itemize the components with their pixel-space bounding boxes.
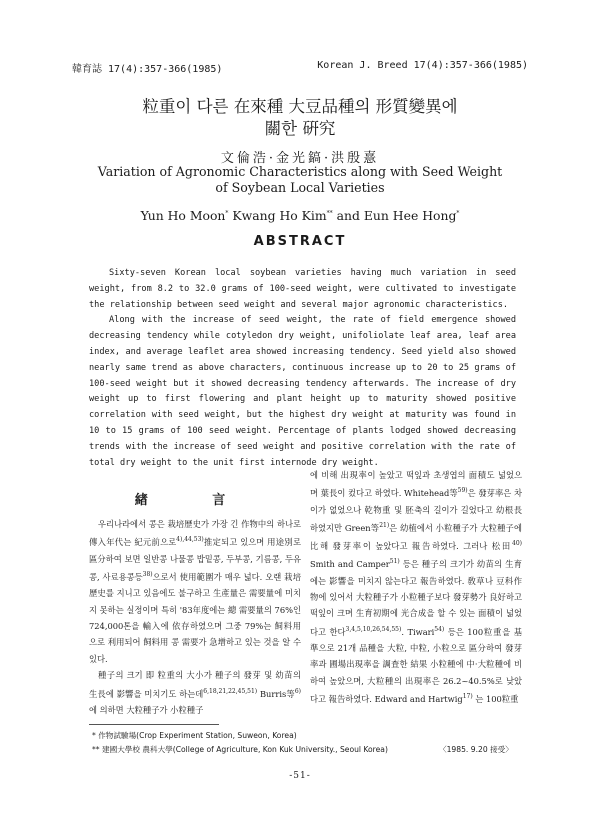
title-korean-line2: 關한 硏究 <box>264 119 336 138</box>
footnote-affiliation-1: * 作物試驗場(Crop Experiment Station, Suweon, Korea) <box>92 731 297 740</box>
abstract-paragraph-1: Sixty-seven Korean local soybean varieties having much variation in seed weight, from 8.2 to 32.0 grams of 100-seed weight, were cultivated to investigate the relationship between seed weight and several major agronomic characteristics. <box>89 268 516 310</box>
authors-and: and <box>336 208 360 223</box>
author-2-mark: ** <box>326 209 333 217</box>
intro-paragraph-1: 우리나라에서 콩은 栽培歷史가 가장 긴 作物中의 하나로 傳入年代는 紀元前으로$^{4),44,53)}$推定되고 있으며 用途別로 區分하여 보면 일반콩 나물콩 밥밑콩, 두부콩, 기름콩, 두유콩, 사료용콩등$^{38)}$으로서 使用範圍가 매우 넓다. 오랜 栽培歷史를 지니고 있음에도 불구하고 生產量은 需要量에 미치지 못하는 실정이며 특히 '83年度에는 總 需要量의 76%인 724,000톤을 輸入에 依存하였으며 그중 79%는 飼料用으로 利用되어 飼料用 콩 需要가 急增하고 있는 것을 알 수 있다. <box>89 519 301 664</box>
journal-citation-left: 韓育誌 17(4):357-366(1985) <box>72 64 223 75</box>
body-column-right <box>310 467 522 707</box>
abstract-paragraph-2: Along with the increase of seed weight, the rate of field emergence showed decreasing tendency while cotyledon dry weight, unifoliolate leaf area, leaf area index, and average leaflet area showed increasing tendency. Seed yield also showed nearly same trend as above characters, continuous increase up to 20 to 25 grams of 100-seed weight but it showed decreasing tendency afterwards. The increase of dry weight up to first flowering and plant height up to maturity showed positive correlation with seed weight, but the highest dry weight at maturity was found in 10 to 15 grams of 100 seed weight. Percentage of plants lodged showed decreasing trends with the increase of seed weight and positive correlation with the rate of total dry weight to the unit first internode dry weight. <box>89 315 516 468</box>
journal-citation-right: Korean J. Breed 17(4):357-366(1985) <box>317 60 528 71</box>
title-english-line1: Variation of Agronomic Characteristics along with Seed Weight <box>97 164 503 179</box>
title-korean-line1: 粒重이 다른 在來種 大豆品種의 形質變異에 <box>142 97 458 116</box>
page-number: -51- <box>289 771 311 781</box>
introduction-heading: 緖 言 <box>134 493 256 508</box>
authors-english <box>0 208 600 223</box>
intro-paragraph-2: 種子의 크기 即 粒重의 大小가 種子의 發芽 및 幼苗의 生長에 影響을 미치기도 하는데$^{6,18,21,22,45,51)}$ Burris等$^{6)}$에 의하면 大粒種子가 小粒種子 <box>89 670 302 715</box>
footnote-affiliation-2: ** 建國大學校 農科大學(College of Agriculture, Kon Kuk University., Seoul Korea) <box>92 745 388 754</box>
body-column-left <box>89 516 301 718</box>
author-1-mark: * <box>225 209 229 217</box>
author-1: Yun Ho Moon <box>140 208 226 223</box>
received-date: 〈1985. 9.20 接受〉 <box>439 745 513 754</box>
authors-korean: 文倫浩·金光鎬·洪殷憙 <box>220 151 380 166</box>
author-2: Kwang Ho Kim <box>232 208 327 223</box>
abstract-heading: ABSTRACT <box>253 234 347 249</box>
title-english-line2: of Soybean Local Varieties <box>215 180 385 195</box>
intro-paragraph-3: 에 비해 出現率이 높았고 떡잎과 초생엽의 面積도 넓었으며 葉長이 컸다고 하였다. Whitehead等$^{59)}$은 發芽率은 차이가 없었으나 乾物重 및 胚축의 길이가 길었다고 幼根長 하였지만 Green等$^{21)}$은 幼植에서 小粒種子가 大粒種子에 比해 發芽率이 높았다고 報告하였다. 그러나 松田$^{40)}$ Smith and Camper$^{51)}$ 등은 種子의 크기가 幼苗의 生育에는 影響을 미치지 않는다고 報告하였다. 敎草나 豆科作物에 있어서 大粒種子가 小粒種子보다 發芽勢가 良好하고 떡잎이 크며 生育初期에 光合成을 할 수 있는 面積이 넓었다고 한다$^{3,4,5,10,26,54,55)}$. Tiwari$^{54)}$ 등은 100粒重을 基準으로 21개 品種을 大粒, 中粒, 小粒으로 區分하여 發芽率과 圃場出現率을 調査한 結果 小粒種에 中·大粒種에 비하여 높았으며, 大粒種의 出現率은 26.2~40.5%로 낮았다고 報告하였다. Edward and Hartwig$^{17)}$ 는 100粒重 <box>310 470 523 704</box>
footnote-divider <box>89 724 219 725</box>
abstract-body <box>89 266 516 471</box>
author-3: Eun Hee Hong <box>363 208 457 223</box>
author-3-mark: * <box>456 209 460 217</box>
